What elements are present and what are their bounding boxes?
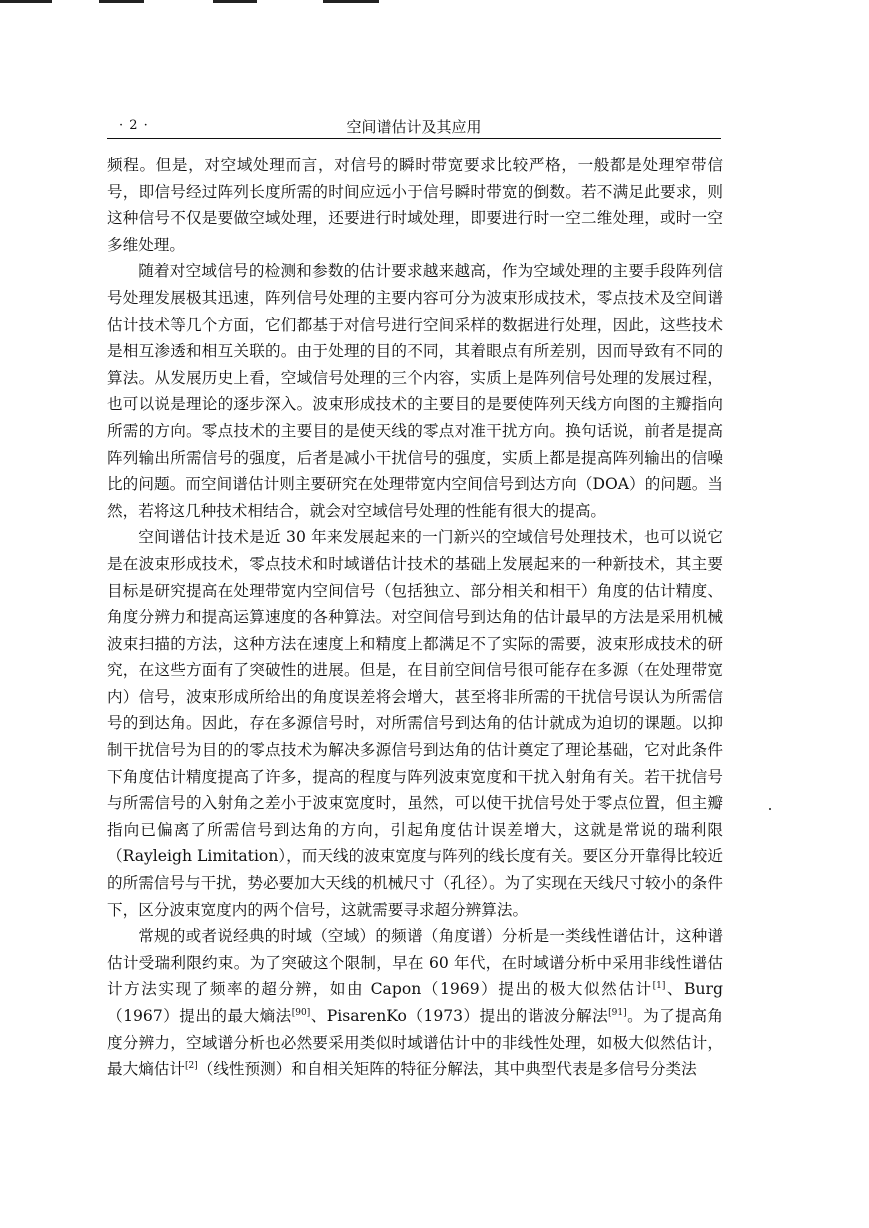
paragraph: 频程。但是，对空域处理而言，对信号的瞬时带宽要求比较严格，一般都是处理窄带信号，即信号经过阵列长度所需的时间应远小于信号瞬时带宽的倒数。若不满足此要求，则这种信号不仅是要做空域处理，还要进行时域处理，即要进行时一空二维处理，或时一空多维处理。: [107, 156, 723, 254]
page-number: · 2 ·: [119, 118, 149, 133]
scan-edge-mark: [99, 0, 144, 3]
scan-edge-mark: [323, 0, 379, 3]
citation-marker: [91]: [608, 1007, 627, 1018]
body-text: [107, 152, 723, 1083]
paragraph: 随着对空域信号的检测和参数的估计要求越来越高，作为空域处理的主要手段阵列信号处理发展极其迅速，阵列信号处理的主要内容可分为波束形成技术，零点技术及空间谱估计技术等几个方面，它们都基于对信号进行空间采样的数据进行处理，因此，这些技术是相互渗透和相互关联的。由于处理的目的不同，其着眼点有所差别，因而导致有不同的算法。从发展历史上看，空域信号处理的三个内容，实质上是阵列信号处理的发展过程，也可以说是理论的逐步深入。波束形成技术的主要目的是要使阵列天线方向图的主瓣指向所需的方向。零点技术的主要目的是使天线的零点对准干扰方向。换句话说，前者是提高阵列输出所需信号的强度，后者是减小干扰信号的强度，实质上都是提高阵列输出的信噪比的问题。而空间谱估计则主要研究在处理带宽内空间信号到达方向（DOA）的问题。当然，若将这几种技术相结合，就会对空域信号处理的性能有很大的提高。: [107, 262, 723, 520]
running-title: 空间谱估计及其应用: [346, 118, 482, 136]
scan-edge-mark: [213, 0, 257, 3]
citation-marker: [2]: [184, 1061, 198, 1071]
paragraph: 空间谱估计技术是近 30 年来发展起来的一门新兴的空域信号处理技术，也可以说它是在波束形成技术，零点技术和时域谱估计技术的基础上发展起来的一种新技术，其主要目标是研究提高在处理带宽内空间信号（包括独立、部分相关和相干）角度的估计精度、角度分辨力和提高运算速度的各种算法。对空间信号到达角的估计最早的方法是采用机械波束扫描的方法，这种方法在速度上和精度上都满足不了实际的需要，波束形成技术的研究，在这些方面有了突破性的进展。但是，在目前空间信号很可能存在多源（在处理带宽内）信号，波束形成所给出的角度误差将会增大，甚至将非所需的干扰信号误认为所需信号的到达角。因此，存在多源信号时，对所需信号到达角的估计就成为迫切的课题。以抑制干扰信号为目的的零点技术为解决多源信号到达角的估计奠定了理论基础，它对此条件下角度估计精度提高了许多，提高的程度与阵列波束宽度和干扰入射角有关。若干扰信号与所需信号的入射角之差小于波束宽度时，虽然，可以使干扰信号处于零点位置，但主瓣指向已偏离了所需信号到达角的方向，引起角度估计误差增大，这就是常说的瑞利限（Rayleigh Limitation），而天线的波束宽度与阵列的线长度有关。要区分开靠得比较近的所需信号与干扰，势必要加大天线的机械尺寸（孔径）。为了实现在天线尺寸较小的条件下，区分波束宽度内的两个信号，这就需要寻求超分辨算法。: [107, 528, 723, 919]
scan-edge-mark: [0, 0, 52, 3]
citation-marker: [1]: [652, 981, 666, 992]
scan-speck: [769, 808, 771, 810]
paragraph: 常规的或者说经典的时域（空域）的频谱（角度谱）分析是一类线性谱估计，这种谱估计受瑞利限约束。为了突破这个限制，早在 60 年代，在时域谱分析中采用非线性谱估计方法实现了频率的超分辨，如由 Capon（1969）提出的极大似然估计[1]、Burg（1967）提出的最大熵法[90]、PisarenKo（1973）提出的谐波分解法[91]。为了提高角度分辨力，空域谱分析也必然要采用类似时域谱估计中的非线性处理，如极大似然估计，最大熵估计[2]（线性预测）和自相关矩阵的特征分解法，其中典型代表是多信号分类法: [107, 927, 724, 1079]
citation-marker: [90]: [291, 1007, 311, 1018]
page-header: [107, 116, 721, 139]
